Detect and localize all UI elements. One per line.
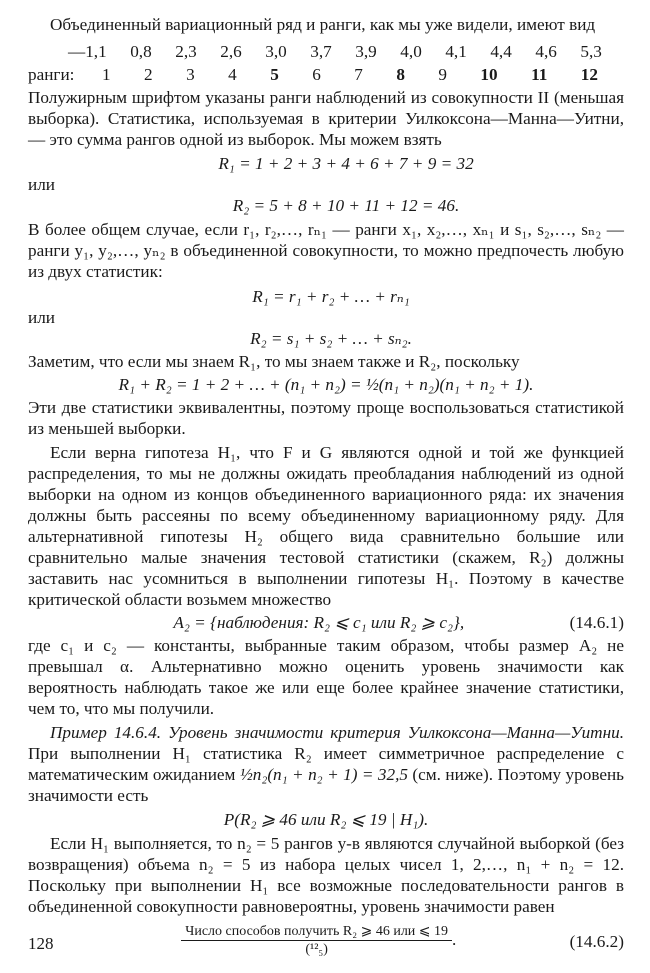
equation-probability: P(R₂ ⩾ 46 или R₂ ⩽ 19 | H₁). xyxy=(223,810,429,829)
equation-r2-general: R₂ = s₁ + s₂ + … + sₙ₂. xyxy=(250,329,412,348)
ordered-value: 2,3 xyxy=(175,42,197,61)
example-title: Пример 14.6.4. Уровень значимости критерия Уилкоксона—Манна—Уитни. xyxy=(50,723,624,742)
rank-value: 9 xyxy=(438,65,447,84)
rank-value: 3 xyxy=(186,65,195,84)
page-body xyxy=(28,14,624,959)
rank-value: 1 xyxy=(102,65,111,84)
equation-r2: R₂ = 5 + 8 + 10 + 11 + 12 = 46. xyxy=(232,196,460,215)
equation-r1: R₁ = 1 + 2 + 3 + 4 + 6 + 7 + 9 = 32 xyxy=(218,154,474,173)
ordered-value: —1,1 xyxy=(68,42,107,61)
paragraph-hypothesis: Если верна гипотеза H₁, что F и G являются одной и той же функцией распределения, то мы не должны ожидать преобладания наблюдений из одной выборки на одном из концов объединенного вариационного ряда: их значения должны быть рассеяны по всему объединенному вариационному ряду. Для альтернативной гипотезы H₂ общего вида сравнительно большие или сравнительно малые значения тестовой статистики (скажем, R₂) должны заставить нас усомниться в выполнении гипотезы H₁. Поэтому в качестве критической области возьмем множество xyxy=(28,443,624,609)
paragraph-bold-explanation: Полужирным шрифтом указаны ранги наблюдений из совокупности II (меньшая выборка). Статистика, используемая в критерии Уилкоксона—Манна—Уитни, — это сумма рангов одной из выборок. Мы можем взять xyxy=(28,88,624,149)
ordered-values-row xyxy=(28,41,624,62)
equation-ratio xyxy=(28,923,570,959)
equation-sum: R₁ + R₂ = 1 + 2 + … + (n₁ + n₂) = ½(n₁ + n₂)(n₁ + n₂ + 1). xyxy=(118,375,534,394)
paragraph-equivalent: Эти две статистики эквивалентны, поэтому проще воспользоваться статистикой из меньшей выборки. xyxy=(28,398,624,438)
rank-value: 7 xyxy=(354,65,363,84)
example-text-a: При выполнении H₁ статистика R₂ имеет симметричное распределение с математическим ожиданием xyxy=(28,744,624,784)
rank-value: 5 xyxy=(270,65,279,84)
paragraph-example xyxy=(28,722,624,806)
ranks-values xyxy=(98,64,624,85)
equation-a2-line xyxy=(28,612,624,633)
fraction-numerator: Число способов получить R₂ ⩾ 46 или ⩽ 19 xyxy=(181,923,452,941)
equation-a2: A₂ = {наблюдения: R₂ ⩽ c₁ или R₂ ⩾ c₂}, xyxy=(173,613,465,632)
fraction-period: . xyxy=(452,929,457,949)
ordered-value: 4,1 xyxy=(445,42,467,61)
example-formula: ½n₂(n₁ + n₂ + 1) = 32,5 xyxy=(239,765,408,784)
example-text-b: (см. ниже). Поэтому уровень значимости есть xyxy=(28,765,625,805)
paragraph-note: Заметим, что если мы знаем R₁, то мы знаем также и R₂, поскольку xyxy=(28,352,520,371)
rank-value: 4 xyxy=(228,65,237,84)
equation-ratio-line xyxy=(28,923,624,959)
page-number: 128 xyxy=(28,934,54,953)
paragraph-sampling: Если H₁ выполняется, то n₂ = 5 рангов y-в являются случайной выборкой (без возвращения) объема n₂ = 5 из набора целых чисел 1, 2,…, n₁ + n₂ = 12. Поскольку при выполнении H₁ все возможные последовательности рангов в объединенной совокупности равновероятны, уровень значимости равен xyxy=(28,834,624,916)
rank-value: 6 xyxy=(312,65,321,84)
rank-value: 10 xyxy=(480,65,498,84)
text-or-1: или xyxy=(28,175,55,194)
equation-number-14-6-1: (14.6.1) xyxy=(569,613,624,632)
ordered-value: 4,4 xyxy=(490,42,512,61)
equation-r1-general: R₁ = r₁ + r₂ + … + rₙ₁ xyxy=(252,287,410,306)
ordered-value: 5,3 xyxy=(580,42,602,61)
ordered-value: 3,0 xyxy=(265,42,287,61)
ordered-value: 2,6 xyxy=(220,42,242,61)
ordered-value: 3,9 xyxy=(355,42,377,61)
ranks-row xyxy=(28,64,624,85)
text-or-2: или xyxy=(28,308,55,327)
rank-value: 11 xyxy=(531,65,548,84)
fraction xyxy=(181,923,452,959)
paragraph-intro: Объединенный вариационный ряд и ранги, как мы уже видели, имеют вид xyxy=(50,15,596,34)
rank-value: 8 xyxy=(396,65,405,84)
rank-value: 12 xyxy=(580,65,598,84)
paragraph-constants: где c₁ и c₂ — константы, выбранные таким образом, чтобы размер A₂ не превышал α. Альтернативно можно оценить уровень значимости как вероятность наблюдать такое же или еще более крайнее значение статистики, чем то, что мы получили. xyxy=(28,636,624,718)
ordered-value: 3,7 xyxy=(310,42,332,61)
ordered-value: 4,0 xyxy=(400,42,422,61)
ordered-value: 4,6 xyxy=(535,42,557,61)
equation-number-14-6-2: (14.6.2) xyxy=(569,931,624,951)
fraction-denominator: (¹²₅) xyxy=(305,942,328,957)
ordered-value: 0,8 xyxy=(130,42,152,61)
paragraph-general-case: В более общем случае, если r₁, r₂,…, rₙ₁ — ранги x₁, x₂,…, xₙ₁ и s₁, s₂,…, sₙ₂ — ранги y₁, y₂,…, yₙ₂ в объединенной совокупности, то можно предпочесть любую из двух статистик: xyxy=(28,220,624,281)
ranks-label: ранги: xyxy=(28,65,75,84)
rank-value: 2 xyxy=(144,65,153,84)
